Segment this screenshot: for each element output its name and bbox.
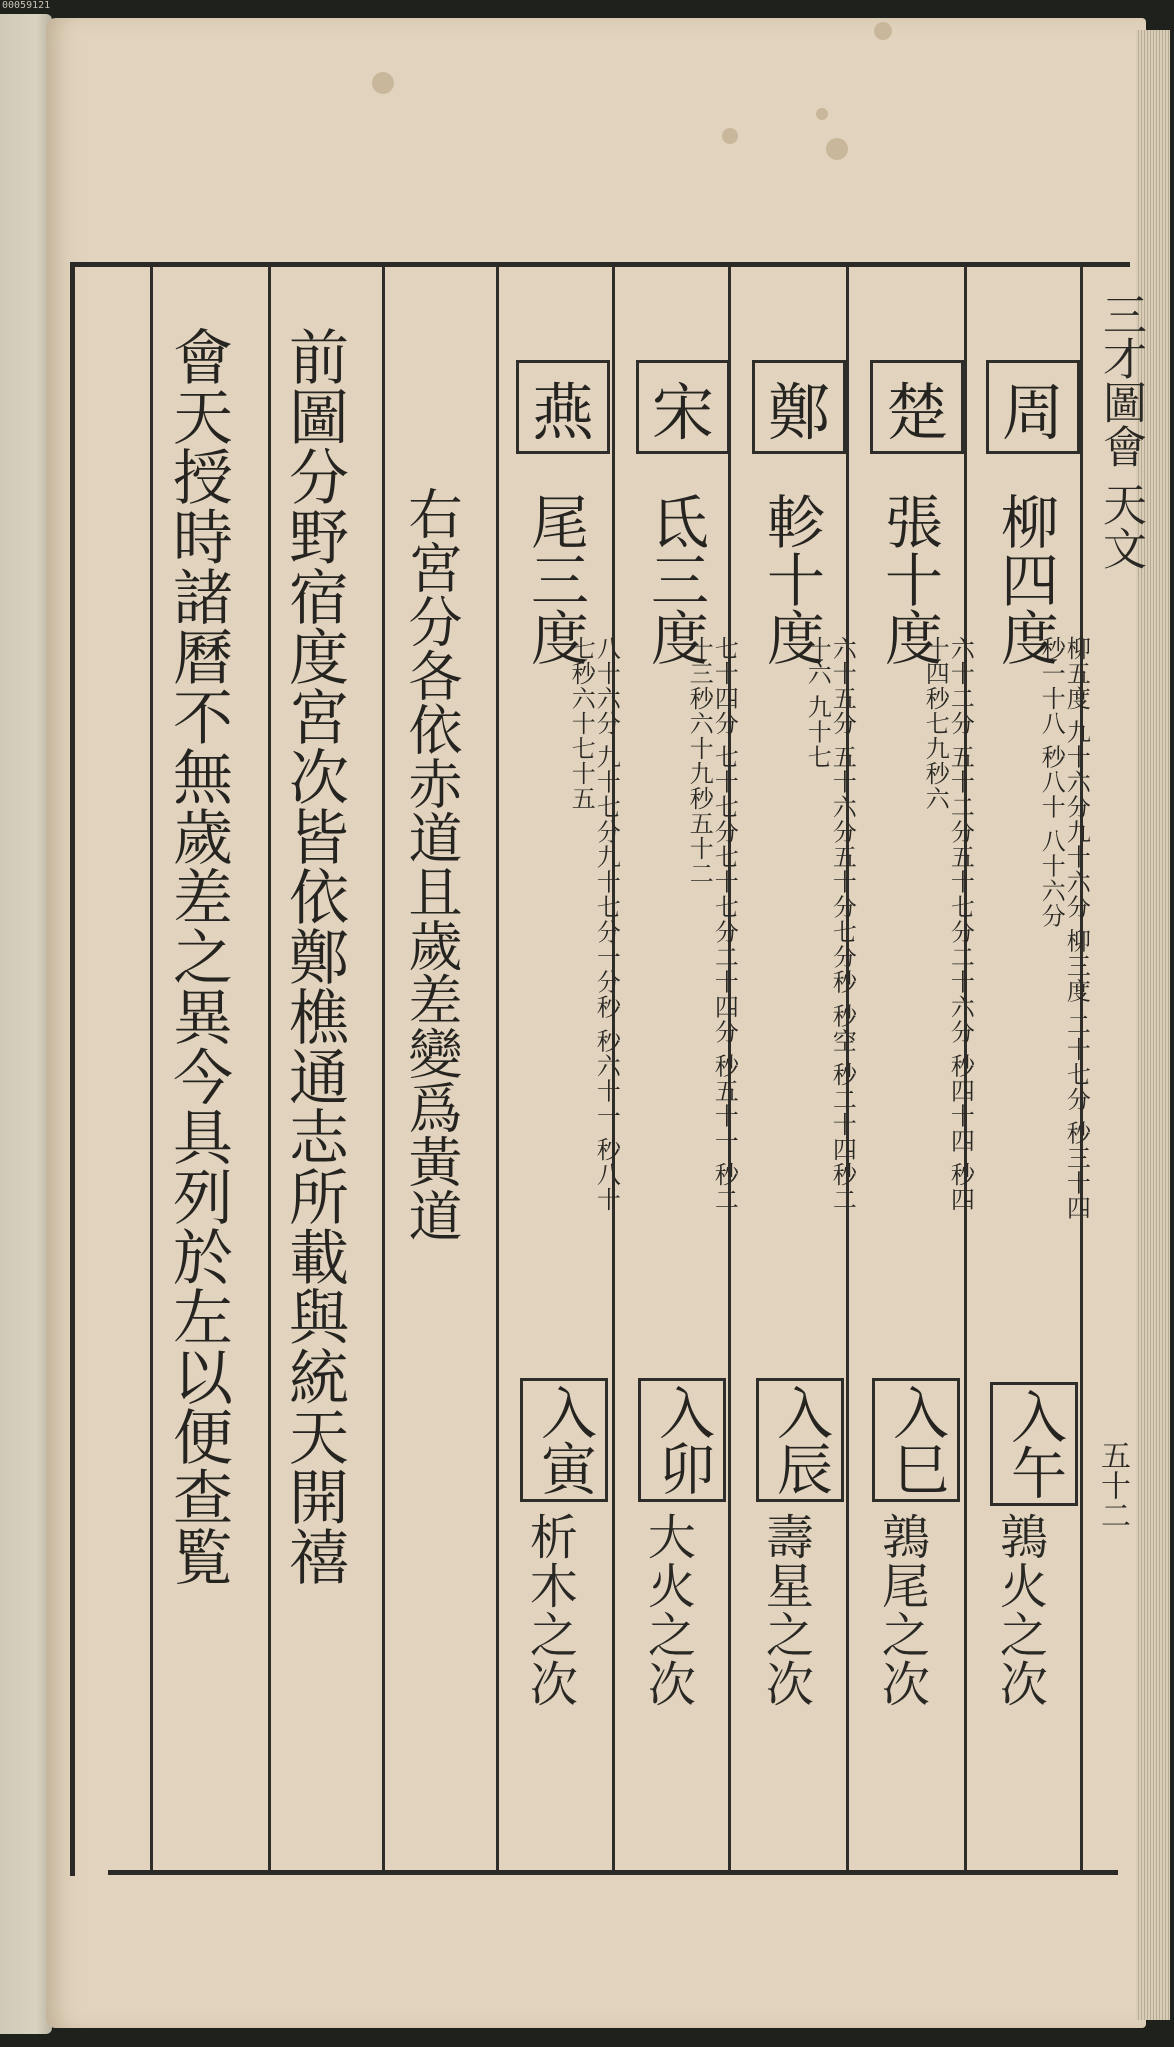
column-rule (268, 266, 271, 1870)
frame-left (70, 262, 75, 1876)
state-box-zheng: 鄭 (752, 360, 846, 454)
sign-box-yin (520, 1378, 608, 1502)
paragraph-line-1: 前圖分野宿度宮次皆依鄭樵通志所載與統天開禧 (279, 326, 349, 1586)
paper-spot (816, 108, 828, 120)
sign-box-wu (990, 1382, 1078, 1506)
station-label-song: 大火之次 (639, 1512, 696, 1708)
frame-top (72, 262, 1130, 267)
star-degree-zheng: 軫十度 (757, 492, 825, 666)
star-degree-song: 氐三度 (641, 492, 709, 666)
paper-spot (372, 72, 394, 94)
paper-spot (826, 138, 848, 160)
station-label-chu: 鶉尾之次 (873, 1512, 930, 1708)
column-rule (150, 266, 153, 1870)
sign-label: 入寅 (532, 1384, 597, 1496)
station-label-yan: 析木之次 (521, 1512, 578, 1708)
calendar-notes-chu: 六十二分 五十二分五十七分二十六分 秒四十四 秒四十四秒七九秒六 (921, 636, 975, 1212)
left-page-edge (0, 14, 52, 2034)
calendar-notes-zhou: 柳五度 九十六分九十六分 柳三度 二十七分 秒三十四秒一十八 秒八十 八十六分 (1037, 636, 1091, 1221)
paper-spot (874, 22, 892, 40)
running-title: 三才圖會 天文 (1095, 292, 1146, 570)
sign-box-mao (638, 1378, 726, 1502)
state-box-song: 宋 (636, 360, 730, 454)
column-rule (382, 266, 385, 1870)
summary-line: 右宮分各依赤道且歲差變爲黃道 (400, 486, 463, 1242)
state-box-chu: 楚 (870, 360, 964, 454)
sign-box-chen (756, 1378, 844, 1502)
calendar-notes-yan: 八十六分 九十七分九十七分一分秒 秒六十一 秒八十七秒六十七十五 (567, 636, 621, 1212)
sign-box-si (872, 1378, 960, 1502)
star-degree-yan: 尾三度 (521, 492, 589, 666)
sign-label: 入午 (1002, 1388, 1067, 1500)
column-rule (496, 266, 499, 1870)
station-label-zhou: 鶉火之次 (991, 1512, 1048, 1708)
page-number: 五十二 (1095, 1440, 1130, 1530)
calendar-notes-song: 七十四分 七十七分七十七分二十四分 秒五十一 秒二十三秒六十九秒五十二 (685, 636, 739, 1212)
state-box-zhou: 周 (986, 360, 1080, 454)
calendar-notes-zheng: 六十五分 五十六分五十分七分秒 秒空 秒二十四秒二十六 九十七 (803, 636, 857, 1212)
scan-id: 00059121 (2, 0, 51, 11)
star-degree-chu: 張十度 (875, 492, 943, 666)
station-label-zheng: 壽星之次 (757, 1512, 814, 1708)
paragraph-line-2: 會天授時諸曆不無歲差之異今具列於左以便查覧 (163, 326, 233, 1586)
star-degree-zhou: 柳四度 (991, 492, 1059, 666)
sign-label: 入卯 (650, 1384, 715, 1496)
paper-spot (722, 128, 738, 144)
state-box-yan: 燕 (516, 360, 610, 454)
frame-bottom (108, 1870, 1118, 1875)
sign-label: 入辰 (768, 1384, 833, 1496)
sign-label: 入巳 (884, 1384, 949, 1496)
